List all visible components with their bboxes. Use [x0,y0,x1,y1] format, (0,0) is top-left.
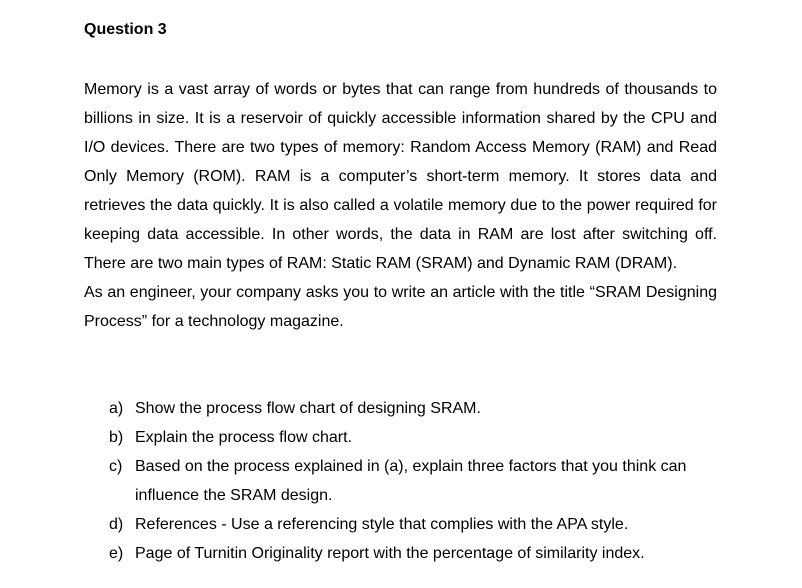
task-marker: b) [109,429,124,446]
task-text: Show the process flow chart of designing SRAM. [135,400,481,417]
task-text: Explain the process flow chart. [135,429,352,446]
question-body [84,75,717,336]
task-item-c [84,452,717,510]
task-text: References - Use a referencing style that complies with the APA style. [135,516,629,533]
task-marker: d) [109,516,124,533]
task-item-a [84,394,717,423]
task-text: Page of Turnitin Originality report with the percentage of similarity index. [135,545,645,562]
task-item-d [84,510,717,539]
task-text: Based on the process explained in (a), explain three factors that you think can influence the SRAM design. [135,458,687,504]
task-marker: c) [109,458,123,475]
task-paragraph: As an engineer, your company asks you to write an article with the title “SRAM Designing Process” for a technology magazine. [84,284,717,330]
task-marker: e) [109,545,124,562]
question-heading: Question 3 [84,21,167,38]
task-item-e [84,539,717,568]
intro-paragraph: Memory is a vast array of words or bytes that can range from hundreds of thousands to billions in size. It is a reservoir of quickly accessible information shared by the CPU and I/O devices. There are two types of memory: Random Access Memory (RAM) and Read Only Memory (ROM). RAM is a computer’s short-term memory. It stores data and retrieves the data quickly. It is also called a volatile memory due to the power required for keeping data accessible. In other words, the data in RAM are lost after switching off. There are two main types of RAM: Static RAM (SRAM) and Dynamic RAM (DRAM). [84,81,717,272]
task-item-b [84,423,717,452]
task-marker: a) [109,400,124,417]
task-list [84,394,717,568]
